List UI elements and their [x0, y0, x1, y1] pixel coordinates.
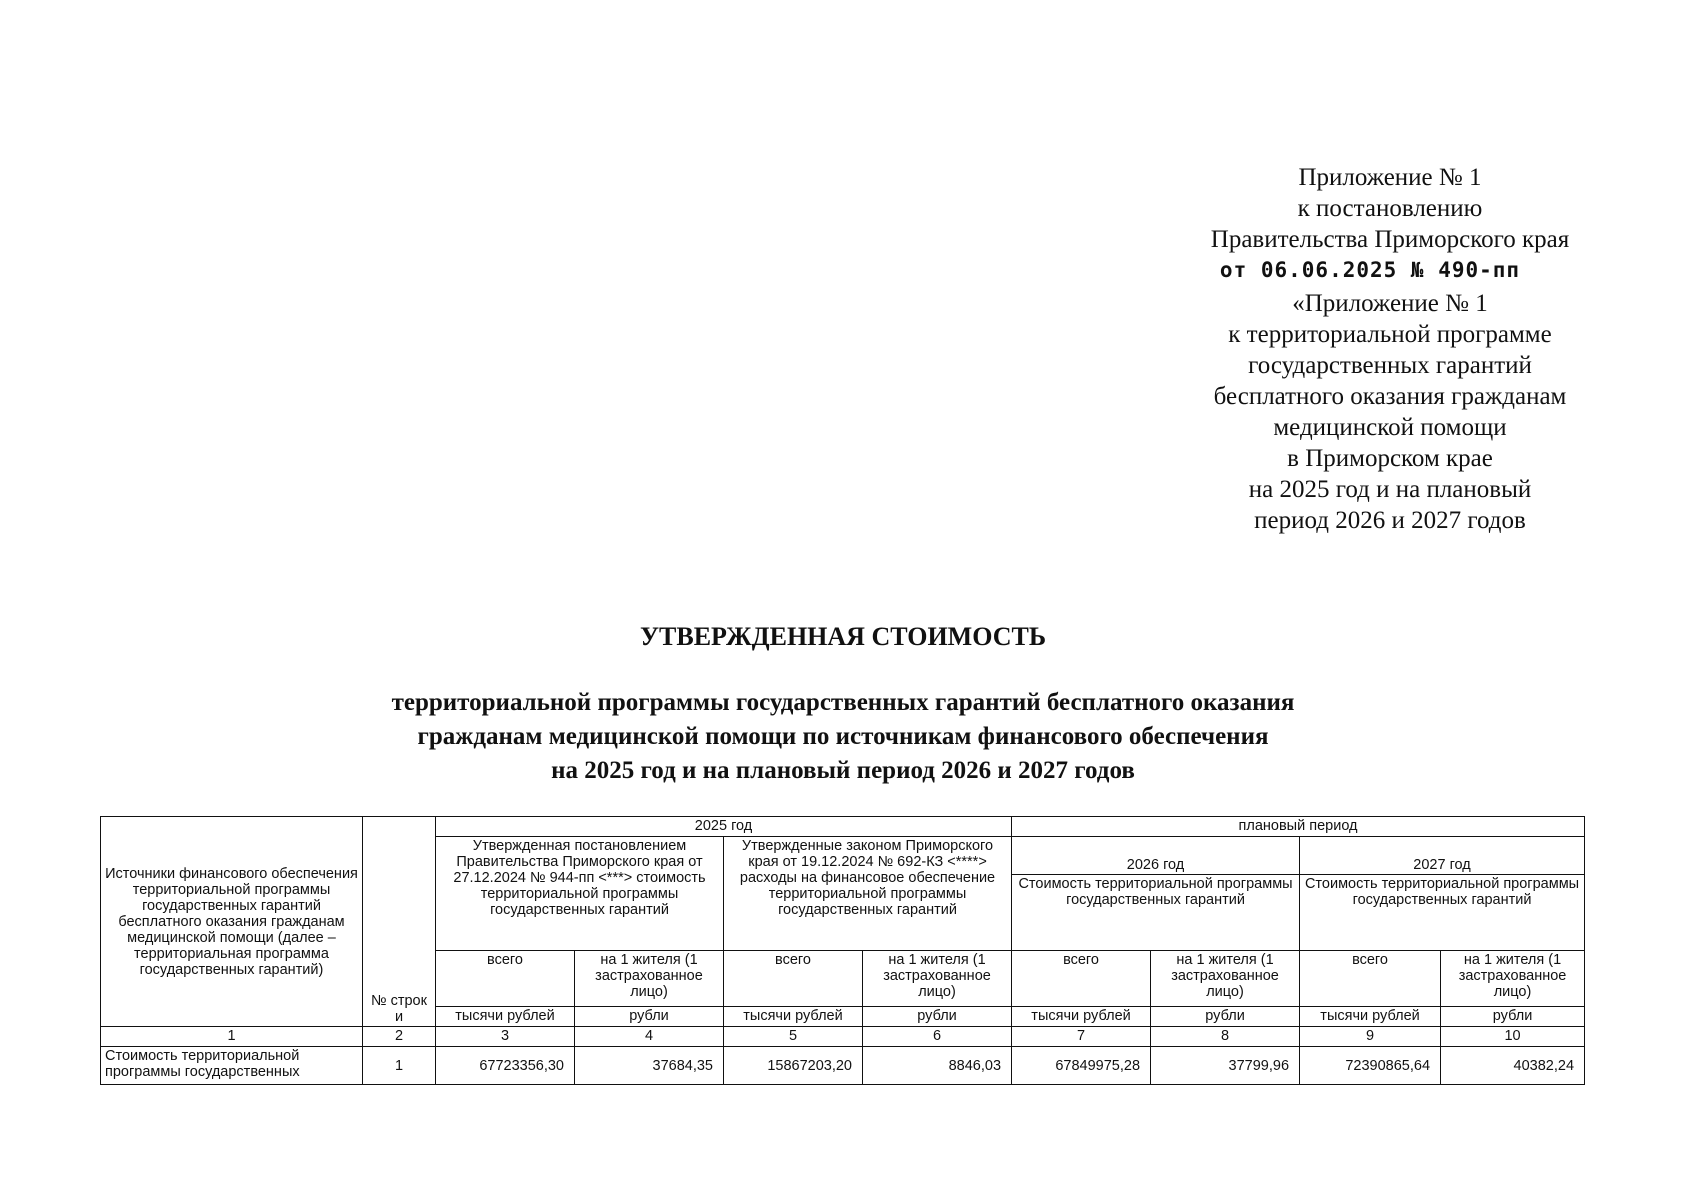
column-number: 9	[1300, 1027, 1441, 1047]
appendix-line-3: государственных гарантий	[1248, 352, 1532, 379]
column-number: 4	[575, 1027, 724, 1047]
header-year-2026: 2026 год	[1012, 837, 1300, 875]
appendix-header	[1170, 162, 1610, 536]
row-number: 1	[363, 1047, 436, 1085]
header-total-3: всего	[436, 951, 575, 1007]
header-year-2025: 2025 год	[436, 817, 1012, 837]
header-planned-period: плановый период	[1012, 817, 1585, 837]
appendix-line-8: период 2026 и 2027 годов	[1254, 507, 1526, 534]
subtitle-line-2: гражданам медицинской помощи по источникам финансового обеспечения	[417, 723, 1269, 750]
unit-thousands-3: тысячи рублей	[436, 1007, 575, 1027]
appendix-line-6: в Приморском крае	[1287, 445, 1493, 472]
header-per-resident-8: на 1 жителя (1 застрахованное лицо)	[1151, 951, 1300, 1007]
column-number: 6	[863, 1027, 1012, 1047]
header-per-resident-4: на 1 жителя (1 застрахованное лицо)	[575, 951, 724, 1007]
column-number: 1	[101, 1027, 363, 1047]
column-number: 7	[1012, 1027, 1151, 1047]
row-value-4: 37684,35	[575, 1047, 724, 1085]
unit-rubles-6: рубли	[863, 1007, 1012, 1027]
header-line-1: Приложение № 1	[1298, 164, 1482, 191]
column-number: 8	[1151, 1027, 1300, 1047]
appendix-line-4: бесплатного оказания гражданам	[1213, 383, 1567, 410]
header-approved-decree: Утвержденная постановлением Правительства Приморского края от 27.12.2024 № 944-пп <***> стоимость территориальной программы государственных гарантий	[436, 837, 724, 951]
subtitle-line-1: территориальной программы государственных гарантий бесплатного оказания	[391, 689, 1295, 716]
row-value-9: 72390865,64	[1300, 1047, 1441, 1085]
header-per-resident-6: на 1 жителя (1 застрахованное лицо)	[863, 951, 1012, 1007]
column-number: 3	[436, 1027, 575, 1047]
document-title: УТВЕРЖДЕННАЯ СТОИМОСТЬ	[639, 622, 1047, 651]
row-value-3: 67723356,30	[436, 1047, 575, 1085]
header-rownum: № строк и	[363, 817, 436, 1027]
header-source: Источники финансового обеспечения территориальной программы государственных гарантий бесплатного оказания гражданам медицинской помощи (далее – территориальная программа государственных гарантий)	[101, 817, 363, 1027]
document-subtitle	[0, 686, 1686, 788]
header-cost-program-2027: Стоимость территориальной программы государственных гарантий	[1300, 875, 1585, 951]
column-number: 5	[724, 1027, 863, 1047]
header-line-2: к постановлению	[1297, 195, 1483, 222]
row-value-6: 8846,03	[863, 1047, 1012, 1085]
unit-rubles-8: рубли	[1151, 1007, 1300, 1027]
unit-rubles-10: рубли	[1441, 1007, 1585, 1027]
row-value-10: 40382,24	[1441, 1047, 1585, 1085]
header-year-2027: 2027 год	[1300, 837, 1585, 875]
row-value-7: 67849975,28	[1012, 1047, 1151, 1085]
appendix-line-2: к территориальной программе	[1228, 321, 1552, 348]
row-label: Стоимость территориальной программы государственных	[101, 1047, 363, 1085]
unit-thousands-5: тысячи рублей	[724, 1007, 863, 1027]
row-value-8: 37799,96	[1151, 1047, 1300, 1085]
table-row	[101, 1047, 1585, 1085]
appendix-line-1: «Приложение № 1	[1292, 290, 1488, 317]
header-cost-program-2026: Стоимость территориальной программы государственных гарантий	[1012, 875, 1300, 951]
unit-rubles-4: рубли	[575, 1007, 724, 1027]
header-total-7: всего	[1012, 951, 1151, 1007]
cost-table	[100, 816, 1585, 1085]
appendix-line-7: на 2025 год и на плановый	[1248, 476, 1532, 503]
header-line-3: Правительства Приморского края	[1210, 226, 1570, 253]
header-total-5: всего	[724, 951, 863, 1007]
column-number: 10	[1441, 1027, 1585, 1047]
appendix-line-5: медицинской помощи	[1273, 414, 1507, 441]
subtitle-line-3: на 2025 год и на плановый период 2026 и 2027 годов	[551, 757, 1135, 784]
column-number-row	[101, 1027, 1585, 1047]
header-approved-law: Утвержденные законом Приморского края от 19.12.2024 № 692-КЗ <****> расходы на финансовое обеспечение территориальной программы государственных гарантий	[724, 837, 1012, 951]
unit-thousands-9: тысячи рублей	[1300, 1007, 1441, 1027]
column-number: 2	[363, 1027, 436, 1047]
header-per-resident-10: на 1 жителя (1 застрахованное лицо)	[1441, 951, 1585, 1007]
decree-stamp: от 06.06.2025 № 490-пп	[1219, 258, 1521, 282]
header-total-9: всего	[1300, 951, 1441, 1007]
unit-thousands-7: тысячи рублей	[1012, 1007, 1151, 1027]
row-value-5: 15867203,20	[724, 1047, 863, 1085]
